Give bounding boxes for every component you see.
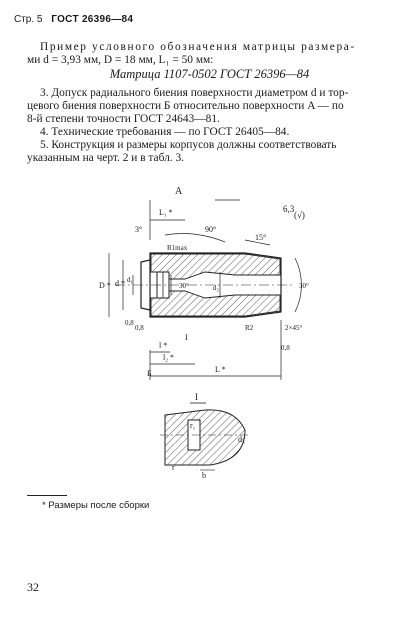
detail-i-top-label: I xyxy=(185,333,188,342)
d3-label: d₃ xyxy=(238,435,245,444)
detail-i-label: I xyxy=(195,392,198,402)
standard-number: ГОСТ 26396—84 xyxy=(51,14,134,25)
angle-90-label: 90° xyxy=(205,225,217,234)
rough-08a-label: 0,8 xyxy=(135,324,144,332)
die-drawing xyxy=(95,180,325,385)
item3-line2: цевого биения поверхности Б относительно поверхности A — по xyxy=(27,100,344,112)
section-a-label: A xyxy=(175,186,183,197)
l1-label: L₁ * xyxy=(159,208,173,217)
footnote-divider xyxy=(27,495,67,496)
rough-08c-label: 0,8 xyxy=(281,344,290,352)
detail-i-drawing xyxy=(150,390,255,480)
angle-3-label: 3° xyxy=(135,225,143,234)
footnote: * Размеры после сборки xyxy=(42,500,150,511)
roughness-value: 6,3 xyxy=(283,204,295,214)
l-label: l * xyxy=(159,341,168,350)
l2-label: l₂ * xyxy=(163,353,175,362)
item5-line1: 5. Конструкция и размеры корпусов должны соответствовать xyxy=(40,139,337,151)
page-header xyxy=(14,14,133,25)
r1-label: r₁ xyxy=(190,421,196,430)
example-text-line2: ми d = 3,93 мм, D = 18 мм, L₁ = 50 мм: xyxy=(27,54,214,66)
upper-wall-hatch xyxy=(151,254,280,279)
angle-15-label: 15° xyxy=(255,233,267,242)
example-text-line1: Пример условного обозначения матрицы размера- xyxy=(40,41,356,53)
angle-30b-label: 30° xyxy=(299,282,309,290)
item3-line3: 8-й степени точности ГОСТ 24643—81. xyxy=(27,113,220,125)
page-label: Стр. 5 xyxy=(14,14,43,25)
d1-label: d₁ xyxy=(127,276,133,284)
designation: Матрица 1107-0502 ГОСТ 26396—84 xyxy=(109,67,310,81)
big-l-label: L * xyxy=(215,365,226,374)
d-big-label: D * xyxy=(99,281,111,290)
lower-wall-hatch xyxy=(151,291,280,316)
item4: 4. Технические требования — по ГОСТ 26405—84. xyxy=(40,126,290,138)
b-label: b xyxy=(202,471,206,480)
r-label: r xyxy=(172,463,175,472)
chamfer-label: 2×45° xyxy=(285,324,303,332)
r2-label: R2 xyxy=(245,324,254,332)
page-number: 32 xyxy=(27,580,39,594)
d2-label: d₂ xyxy=(213,284,219,292)
b-mark-label: Б xyxy=(147,369,152,378)
rough-08b-label: 0,8 xyxy=(125,319,134,327)
angle-30a-label: 30° xyxy=(179,282,189,290)
r-max-label: R1max xyxy=(167,244,188,252)
item5-line2: указанным на черт. 2 и в табл. 3. xyxy=(27,152,185,164)
roughness-symbol: (√) xyxy=(294,210,305,220)
d-small-label: d * xyxy=(115,279,125,288)
item3-line1: 3. Допуск радиального биения поверхности диаметром d и тор- xyxy=(40,87,349,99)
